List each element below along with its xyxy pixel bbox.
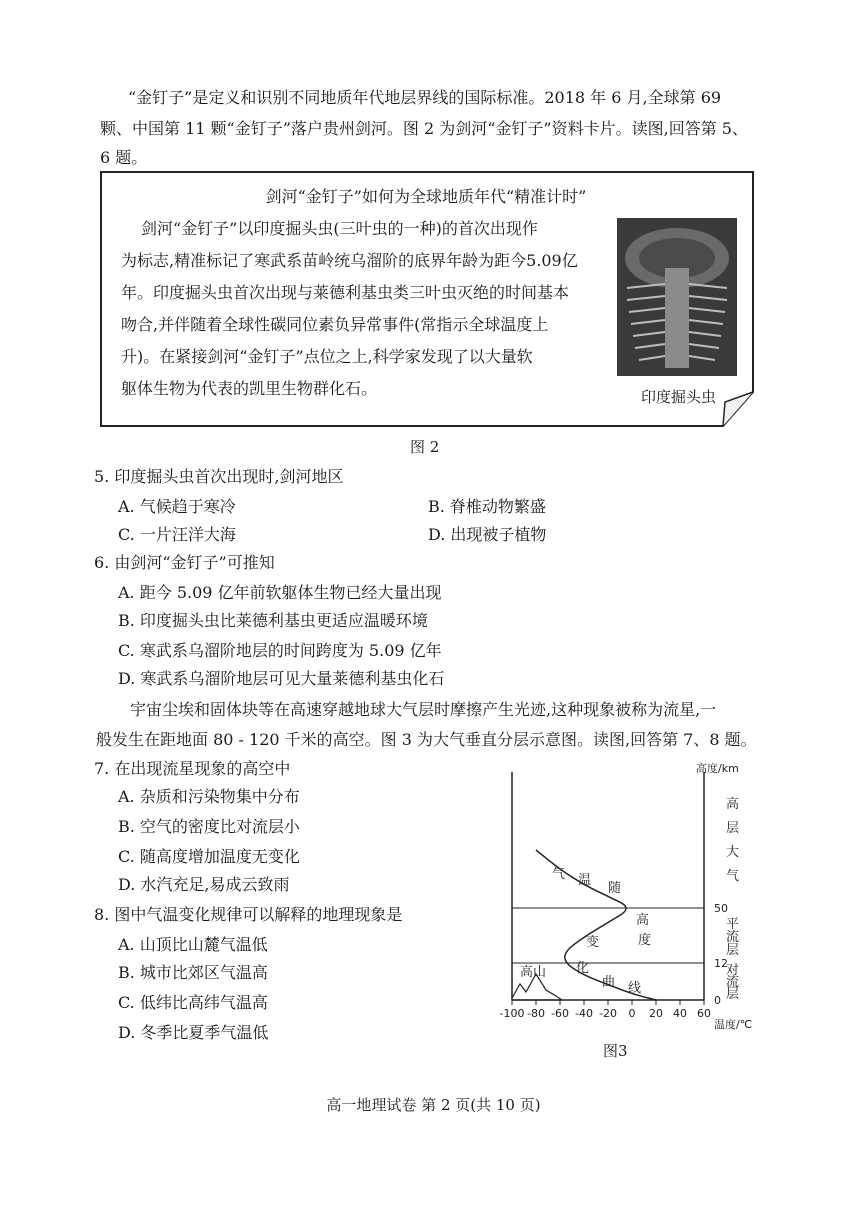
question-7-option-d[interactable]: D. 水汽充足,易成云致雨: [118, 875, 290, 894]
layer-label-char: 对: [726, 963, 740, 978]
curve-label: [552, 867, 651, 996]
layer-labels: [726, 796, 739, 1002]
curve-label-char: 气: [552, 867, 566, 882]
question-8-option-b[interactable]: B. 城市比郊区气温高: [118, 963, 268, 982]
mountain-label: 高山: [520, 965, 547, 980]
atmosphere-layers-chart: [490, 760, 760, 1030]
question-5-option-d[interactable]: D. 出现被子植物: [428, 525, 547, 544]
trilobite-fossil-image: [617, 218, 737, 376]
page-footer: 高一地理试卷 第 2 页(共 10 页): [326, 1096, 541, 1114]
y-tick-0: 0: [714, 994, 721, 1007]
question-6-option-a[interactable]: A. 距今 5.09 亿年前软躯体生物已经大量出现: [118, 583, 442, 602]
intro2-line-2: 般发生在距地面 80 - 120 千米的高空。图 3 为大气垂直分层示意图。读图,回答第 7、8 题。: [96, 730, 757, 749]
layer-label-char: 大: [726, 845, 740, 860]
curve-label-char: 曲: [602, 975, 616, 990]
x-tick-label: -40: [575, 1007, 593, 1020]
question-6-stem: 6. 由剑河“金钉子”可推知: [94, 553, 275, 572]
y-tick-12: 12: [714, 957, 728, 970]
curve-label-char: 随: [608, 881, 622, 896]
card-title: 剑河“金钉子”如何为全球地质年代“精准计时”: [265, 187, 587, 206]
curve-label-char: 高: [636, 913, 650, 928]
question-8-option-c[interactable]: C. 低纬比高纬气温高: [118, 993, 268, 1012]
curve-label-char: 化: [576, 961, 590, 976]
x-tick-label: 0: [628, 1007, 636, 1020]
layer-label-char: 层: [726, 987, 740, 1002]
question-8-option-d[interactable]: D. 冬季比夏季气温低: [118, 1023, 269, 1042]
card-line: 剑河“金钉子”以印度掘头虫(三叶虫的一种)的首次出现作: [141, 219, 538, 238]
curve-label-char: 温: [578, 873, 592, 888]
intro-line-1: “金钉子”是定义和识别不同地质年代地层界线的国际标准。2018 年 6 月,全球第 69: [128, 88, 722, 107]
question-7-option-b[interactable]: B. 空气的密度比对流层小: [118, 817, 300, 836]
question-5-option-c[interactable]: C. 一片汪洋大海: [118, 525, 236, 544]
x-tick-label: 40: [673, 1007, 687, 1020]
layer-label-char: 平: [726, 917, 740, 932]
curve-label-char: 线: [628, 981, 642, 996]
card-line: 吻合,并伴随着全球性碳同位素负异常事件(常指示全球温度上: [121, 315, 549, 334]
intro-line-2: 颗、中国第 11 颗“金钉子”落户贵州剑河。图 2 为剑河“金钉子”资料卡片。读图,回答第 5、: [100, 119, 748, 138]
figure-2-label: 图 2: [410, 438, 440, 456]
x-axis-label: 温度/℃: [714, 1018, 753, 1030]
intro2-line-1: 宇宙尘埃和固体块等在高速穿越地球大气层时摩擦产生光迹,这种现象被称为流星,一: [130, 700, 717, 719]
question-5-option-b[interactable]: B. 脊椎动物繁盛: [428, 497, 546, 516]
question-6-option-b[interactable]: B. 印度掘头虫比莱德利基虫更适应温暖环境: [118, 611, 428, 630]
layer-label-char: 层: [726, 821, 740, 836]
intro-line-3: 6 题。: [100, 148, 148, 167]
question-7-option-a[interactable]: A. 杂质和污染物集中分布: [118, 787, 300, 806]
layer-label-char: 气: [726, 869, 740, 884]
card-line: 为标志,精准标记了寒武系苗岭统乌溜阶的底界年龄为距今5.09亿: [121, 251, 578, 270]
question-8-stem: 8. 图中气温变化规律可以解释的地理现象是: [94, 905, 403, 924]
card-line: 升)。在紧接剑河“金钉子”点位之上,科学家发现了以大量软: [121, 347, 533, 366]
info-card: [101, 172, 751, 424]
x-tick-label: 20: [649, 1007, 663, 1020]
x-tick-label: 60: [697, 1007, 711, 1020]
question-7-option-c[interactable]: C. 随高度增加温度无变化: [118, 847, 300, 866]
x-tick-label: -20: [599, 1007, 617, 1020]
curve-label-char: 变: [586, 935, 600, 950]
card-line: 年。印度掘头虫首次出现与莱德利基虫类三叶虫灭绝的时间基本: [121, 283, 570, 302]
card-line: 躯体生物为代表的凯里生物群化石。: [121, 379, 378, 398]
question-5-stem: 5. 印度掘头虫首次出现时,剑河地区: [94, 467, 344, 486]
question-6-option-c[interactable]: C. 寒武系乌溜阶地层的时间跨度为 5.09 亿年: [118, 641, 442, 660]
layer-label-char: 层: [726, 943, 740, 958]
question-6-option-d[interactable]: D. 寒武系乌溜阶地层可见大量莱德利基虫化石: [118, 669, 445, 688]
layer-label-char: 高: [726, 797, 740, 812]
x-tick-label: -60: [551, 1007, 569, 1020]
x-ticks: [500, 1000, 711, 1020]
figure-3-label: 图3: [603, 1042, 628, 1060]
y-tick-50: 50: [714, 902, 728, 915]
question-7-stem: 7. 在出现流星现象的高空中: [94, 759, 291, 778]
layer-label-char: 流: [726, 930, 740, 945]
layer-label-char: 流: [726, 975, 740, 990]
x-tick-label: -80: [527, 1007, 545, 1020]
x-tick-label: -100: [499, 1007, 525, 1020]
question-8-option-a[interactable]: A. 山顶比山麓气温低: [118, 935, 268, 954]
y-axis-label: 高度/km: [696, 762, 739, 775]
question-5-option-a[interactable]: A. 气候趋于寒冷: [118, 497, 236, 516]
fossil-caption: 印度掘头虫: [641, 388, 717, 406]
curve-label-char: 度: [638, 933, 652, 948]
